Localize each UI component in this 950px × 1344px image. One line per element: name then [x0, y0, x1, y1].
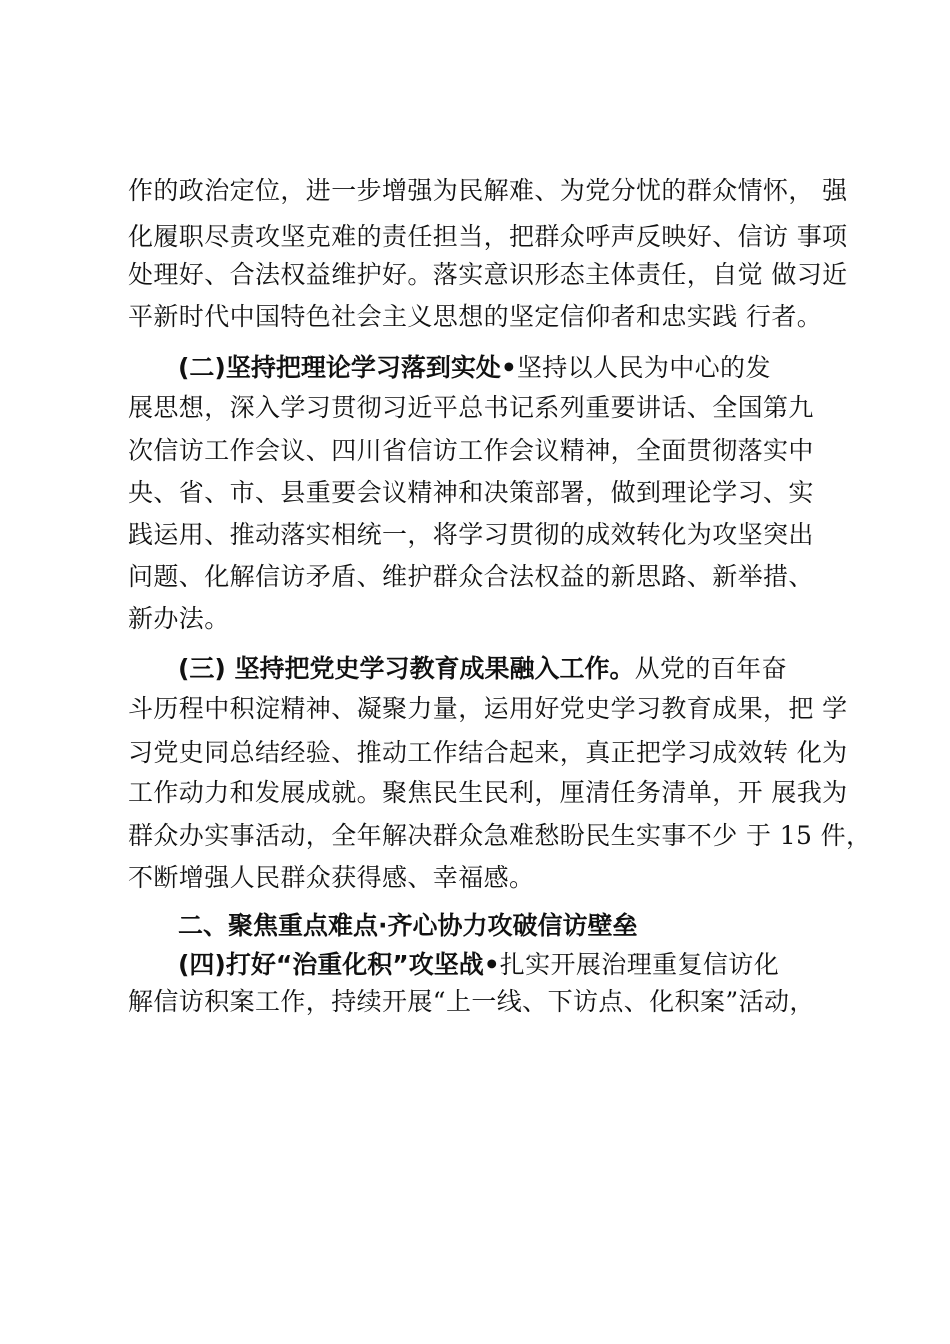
paragraph-line: 化履职尽责攻坚克难的责任担当，把群众呼声反映好、信访 事项 — [128, 222, 848, 251]
section-4-first-line — [178, 950, 779, 980]
paragraph-line: 作的政治定位，进一步增强为民解难、为党分忧的群众情怀， 强 — [128, 176, 848, 205]
section-3-first-text: 从党的百年奋 — [634, 654, 787, 683]
paragraph-line: 解信访积案工作，持续开展“上一线、下访点、化积案”活动， — [128, 987, 815, 1016]
paragraph-line: 新办法。 — [128, 604, 230, 633]
paragraph-line: 习党史同总结经验、推动工作结合起来，真正把学习成效转 化为 — [128, 738, 848, 767]
section-3-first-line — [178, 654, 787, 684]
section-4-heading: (四)打好“治重化积”攻坚战• — [178, 950, 500, 979]
section-3-heading: (三) 坚持把党史学习教育成果融入工作。 — [178, 654, 635, 683]
paragraph-line: 处理好、合法权益维护好。落实意识形态主体责任，自觉 做习近 — [128, 260, 848, 289]
section-2-first-line — [178, 353, 771, 383]
part-2-title: 二、聚焦重点难点·齐心协力攻破信访壁垒 — [178, 911, 638, 940]
paragraph-line: 平新时代中国特色社会主义思想的坚定信仰者和忠实践 行者。 — [128, 302, 823, 331]
paragraph-line: 问题、化解信访矛盾、维护群众合法权益的新思路、新举措、 — [128, 562, 814, 591]
section-2-first-text: 坚持以人民为中心的发 — [516, 353, 771, 382]
paragraph-line: 践运用、推动落实相统一，将学习贯彻的成效转化为攻坚突出 — [128, 520, 814, 549]
paragraph-line: 央、省、市、县重要会议精神和决策部署，做到理论学习、实 — [128, 478, 814, 507]
section-2-heading: (二)坚持把理论学习落到实处• — [178, 353, 517, 382]
paragraph-line: 斗历程中积淀精神、凝聚力量，运用好党史学习教育成果，把 学 — [128, 694, 848, 723]
paragraph-line: 工作动力和发展成就。聚焦民生民利，厘清任务清单，开 展我为 — [128, 778, 848, 807]
paragraph-line: 不断增强人民群众获得感、幸福感。 — [128, 863, 535, 892]
paragraph-line: 展思想，深入学习贯彻习近平总书记系列重要讲话、全国第九 — [128, 393, 814, 422]
section-4-first-text: 扎实开展治理重复信访化 — [499, 950, 780, 979]
paragraph-line: 次信访工作会议、四川省信访工作会议精神，全面贯彻落实中 — [128, 436, 814, 465]
paragraph-line: 群众办实事活动，全年解决群众急难愁盼民生实事不少 于 15 件， — [128, 821, 872, 850]
